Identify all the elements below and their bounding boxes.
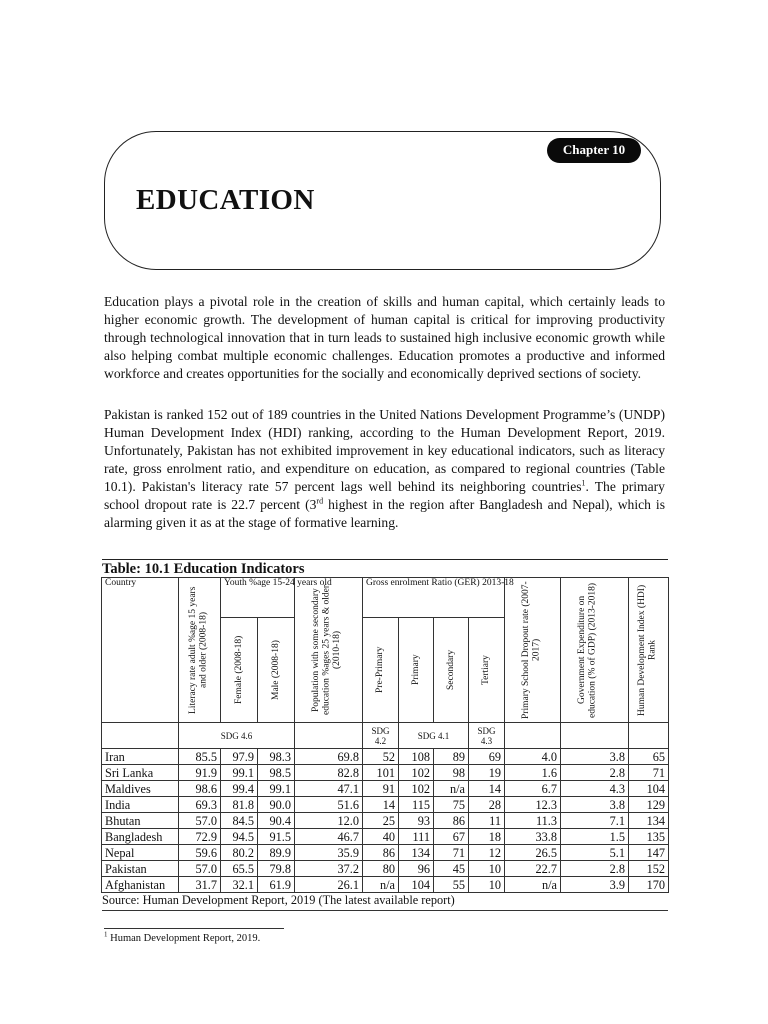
- value-cell: 57.0: [179, 861, 221, 877]
- intro-paragraph: Education plays a pivotal role in the creation of skills and human capital, which certainly leads to higher economic growth. The development of human capital is critical for improving productivity through technological innovation that in turn leads to sustained high inclusive economic growth while also helping combat multiple economic challenges. Education promotes a productive and informed workforce and creates opportunities for the socially and economically deprived sections of society.: [104, 294, 665, 381]
- header-tertiary-cell: [469, 618, 505, 723]
- value-cell: 26.5: [505, 845, 561, 861]
- header-literacy: Literacy rate adult %age 15 years and older (2008-18): [187, 586, 208, 714]
- value-cell: 99.1: [221, 765, 258, 781]
- table-row: [102, 781, 669, 797]
- value-cell: 71: [434, 845, 469, 861]
- header-female-cell: [221, 618, 258, 723]
- sdg-empty-cell: [505, 723, 561, 749]
- header-female: Female (2008-18): [233, 635, 244, 705]
- footnote-divider: [104, 928, 284, 929]
- value-cell: 51.6: [295, 797, 363, 813]
- value-cell: 26.1: [295, 877, 363, 893]
- value-cell: 2.8: [561, 861, 629, 877]
- ranking-text-c: highest in the region after Bangladesh and Nepal), which is alarming given it as at the stage of formative learning.: [104, 497, 665, 530]
- table-source: Source: Human Development Report, 2019 (The latest available report): [102, 893, 668, 911]
- chapter-title: EDUCATION: [136, 184, 315, 216]
- value-cell: 72.9: [179, 829, 221, 845]
- sdg-empty-cell: [561, 723, 629, 749]
- value-cell: 5.1: [561, 845, 629, 861]
- value-cell: 7.1: [561, 813, 629, 829]
- value-cell: 31.7: [179, 877, 221, 893]
- header-dropout: Primary School Dropout rate (2007-2017): [520, 581, 542, 719]
- header-secondary: Secondary: [445, 649, 456, 691]
- value-cell: 91.9: [179, 765, 221, 781]
- footnote-ref: 1: [581, 478, 586, 488]
- value-cell: 18: [469, 829, 505, 845]
- value-cell: 80.2: [221, 845, 258, 861]
- value-cell: 35.9: [295, 845, 363, 861]
- value-cell: 129: [629, 797, 669, 813]
- value-cell: 57.0: [179, 813, 221, 829]
- value-cell: 98.6: [179, 781, 221, 797]
- footnote-text: Human Development Report, 2019.: [110, 933, 261, 944]
- value-cell: 1.5: [561, 829, 629, 845]
- header-secondary-cell: [434, 618, 469, 723]
- value-cell: 81.8: [221, 797, 258, 813]
- value-cell: 67: [434, 829, 469, 845]
- value-cell: 40: [363, 829, 399, 845]
- footnote: [104, 930, 261, 944]
- value-cell: 134: [629, 813, 669, 829]
- value-cell: 93: [399, 813, 434, 829]
- country-cell: Iran: [102, 749, 179, 765]
- value-cell: 97.9: [221, 749, 258, 765]
- value-cell: 6.7: [505, 781, 561, 797]
- value-cell: n/a: [363, 877, 399, 893]
- value-cell: 102: [399, 781, 434, 797]
- value-cell: 46.7: [295, 829, 363, 845]
- country-cell: India: [102, 797, 179, 813]
- header-pre-primary: Pre-Primary: [375, 646, 386, 694]
- value-cell: 52: [363, 749, 399, 765]
- ranking-text-a: Pakistan is ranked 152 out of 189 countries in the United Nations Development Programme’s (UNDP) Human Development Index (HDI) ranking, according to the Human Development Report, 2019. Unfortunately, Pakistan has not exhibited improvement in key educational indicators, such as literacy rate, gross enrolment ratio, and expenditure on education, as compared to regional countries (Table 10.1). Pakistan's literacy rate 57 percent lags well behind its neighboring countries: [104, 407, 665, 494]
- education-indicators-table: [101, 577, 669, 893]
- value-cell: 12.0: [295, 813, 363, 829]
- header-hdi: Human Development Index (HDI) Rank: [636, 584, 658, 716]
- value-cell: 69: [469, 749, 505, 765]
- ordinal-suffix: rd: [316, 496, 324, 506]
- header-ger-group: Gross enrolment Ratio (GER) 2013-18: [363, 578, 505, 618]
- sdg-4-1: SDG 4.1: [399, 723, 469, 749]
- value-cell: 98.5: [258, 765, 295, 781]
- value-cell: 98: [434, 765, 469, 781]
- value-cell: 55: [434, 877, 469, 893]
- value-cell: 3.8: [561, 749, 629, 765]
- value-cell: 152: [629, 861, 669, 877]
- ranking-paragraph: [104, 406, 665, 532]
- country-cell: Nepal: [102, 845, 179, 861]
- value-cell: 33.8: [505, 829, 561, 845]
- header-country: Country: [102, 578, 179, 723]
- value-cell: 14: [469, 781, 505, 797]
- header-male: Male (2008-18): [270, 640, 281, 700]
- sdg-empty-cell: [102, 723, 179, 749]
- value-cell: 32.1: [221, 877, 258, 893]
- value-cell: 10: [469, 877, 505, 893]
- value-cell: 28: [469, 797, 505, 813]
- value-cell: 19: [469, 765, 505, 781]
- value-cell: 14: [363, 797, 399, 813]
- ranking-text-b: . The primary school dropout rate is 22.7 percent (3: [104, 479, 665, 512]
- value-cell: 80: [363, 861, 399, 877]
- value-cell: 82.8: [295, 765, 363, 781]
- value-cell: 61.9: [258, 877, 295, 893]
- footnote-mark: 1: [104, 930, 108, 939]
- value-cell: 22.7: [505, 861, 561, 877]
- value-cell: 59.6: [179, 845, 221, 861]
- value-cell: 10: [469, 861, 505, 877]
- value-cell: 99.4: [221, 781, 258, 797]
- value-cell: 1.6: [505, 765, 561, 781]
- value-cell: 90.0: [258, 797, 295, 813]
- country-cell: Bhutan: [102, 813, 179, 829]
- value-cell: 104: [629, 781, 669, 797]
- table-row: [102, 877, 669, 893]
- sdg-empty-cell: [629, 723, 669, 749]
- value-cell: 65: [629, 749, 669, 765]
- value-cell: 75: [434, 797, 469, 813]
- table-row: [102, 861, 669, 877]
- value-cell: 2.8: [561, 765, 629, 781]
- value-cell: 84.5: [221, 813, 258, 829]
- value-cell: 45: [434, 861, 469, 877]
- header-govt-exp: Government Expenditure on education (% of GDP) (2013-2018): [576, 582, 598, 718]
- value-cell: 69.8: [295, 749, 363, 765]
- value-cell: 91: [363, 781, 399, 797]
- value-cell: 147: [629, 845, 669, 861]
- value-cell: 71: [629, 765, 669, 781]
- value-cell: n/a: [505, 877, 561, 893]
- value-cell: n/a: [434, 781, 469, 797]
- value-cell: 65.5: [221, 861, 258, 877]
- country-cell: Sri Lanka: [102, 765, 179, 781]
- header-population-cell: [295, 578, 363, 723]
- header-dropout-cell: [505, 578, 561, 723]
- header-youth-group: Youth %age 15-24 years old: [221, 578, 295, 618]
- value-cell: 94.5: [221, 829, 258, 845]
- sdg-4-3: SDG 4.3: [469, 723, 505, 749]
- value-cell: 101: [363, 765, 399, 781]
- value-cell: 25: [363, 813, 399, 829]
- table-row: [102, 845, 669, 861]
- value-cell: 11: [469, 813, 505, 829]
- table-row: [102, 765, 669, 781]
- value-cell: 89: [434, 749, 469, 765]
- value-cell: 135: [629, 829, 669, 845]
- country-cell: Pakistan: [102, 861, 179, 877]
- value-cell: 12: [469, 845, 505, 861]
- value-cell: 69.3: [179, 797, 221, 813]
- sdg-4-2: SDG 4.2: [363, 723, 399, 749]
- sdg-empty-cell: [295, 723, 363, 749]
- chapter-label: Chapter 10: [547, 138, 641, 163]
- table-row: [102, 813, 669, 829]
- value-cell: 91.5: [258, 829, 295, 845]
- country-cell: Bangladesh: [102, 829, 179, 845]
- header-tertiary: Tertiary: [481, 655, 492, 685]
- header-govt-exp-cell: [561, 578, 629, 723]
- value-cell: 85.5: [179, 749, 221, 765]
- value-cell: 86: [363, 845, 399, 861]
- value-cell: 4.3: [561, 781, 629, 797]
- value-cell: 108: [399, 749, 434, 765]
- header-primary: Primary: [410, 654, 421, 686]
- value-cell: 98.3: [258, 749, 295, 765]
- header-male-cell: [258, 618, 295, 723]
- value-cell: 89.9: [258, 845, 295, 861]
- value-cell: 86: [434, 813, 469, 829]
- header-hdi-cell: [629, 578, 669, 723]
- value-cell: 104: [399, 877, 434, 893]
- value-cell: 11.3: [505, 813, 561, 829]
- header-pre-primary-cell: [363, 618, 399, 723]
- value-cell: 4.0: [505, 749, 561, 765]
- header-primary-cell: [399, 618, 434, 723]
- value-cell: 134: [399, 845, 434, 861]
- value-cell: 170: [629, 877, 669, 893]
- value-cell: 37.2: [295, 861, 363, 877]
- country-cell: Afghanistan: [102, 877, 179, 893]
- value-cell: 47.1: [295, 781, 363, 797]
- value-cell: 111: [399, 829, 434, 845]
- table-row: [102, 829, 669, 845]
- value-cell: 3.8: [561, 797, 629, 813]
- country-cell: Maldives: [102, 781, 179, 797]
- sdg-4-6: SDG 4.6: [179, 723, 295, 749]
- header-literacy-cell: [179, 578, 221, 723]
- value-cell: 99.1: [258, 781, 295, 797]
- table-body: [102, 749, 669, 893]
- value-cell: 90.4: [258, 813, 295, 829]
- header-population: Population with some secondary education %ages 25 years & older (2010-18): [310, 584, 342, 716]
- table-title: Table: 10.1 Education Indicators: [102, 559, 668, 578]
- table-row: [102, 797, 669, 813]
- value-cell: 102: [399, 765, 434, 781]
- value-cell: 96: [399, 861, 434, 877]
- value-cell: 12.3: [505, 797, 561, 813]
- value-cell: 79.8: [258, 861, 295, 877]
- table-row: [102, 749, 669, 765]
- value-cell: 3.9: [561, 877, 629, 893]
- value-cell: 115: [399, 797, 434, 813]
